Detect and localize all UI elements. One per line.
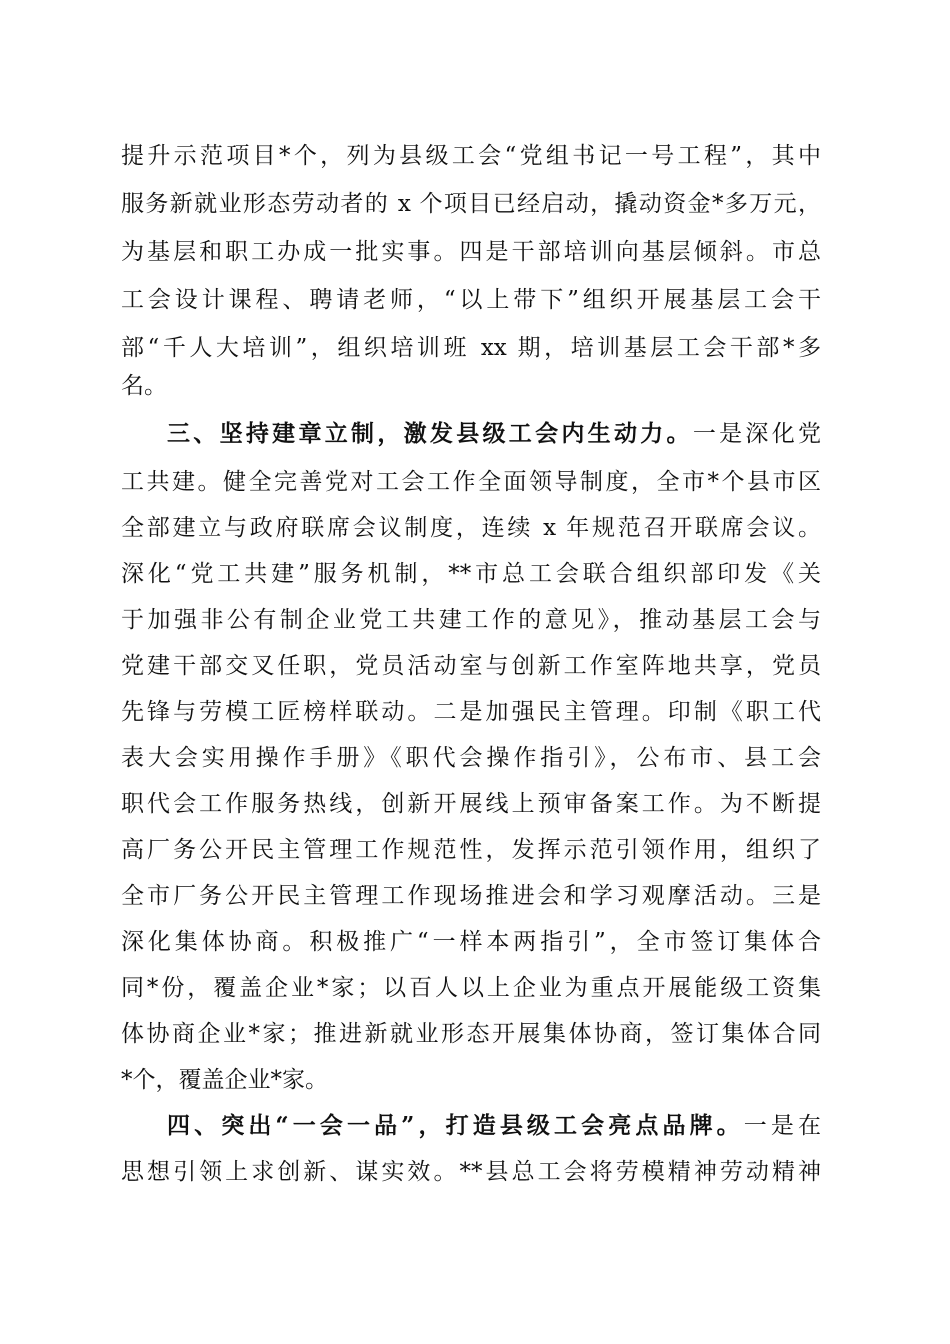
section-4-heading: 四、突出“一会一品”，打造县级工会亮点品牌。 <box>167 1112 744 1139</box>
paragraph-line: 职代会工作服务热线，创新开展线上预审备案工作。为不断提 <box>121 791 821 817</box>
paragraph-line: 服务新就业形态劳动者的 x 个项目已经启动，撬动资金*多万元， <box>121 191 821 217</box>
paragraph-line: 先锋与劳模工匠榜样联动。二是加强民主管理。印制《职工代 <box>121 699 821 725</box>
paragraph-line: 全部建立与政府联席会议制度，连续 x 年规范召开联席会议。 <box>121 515 821 541</box>
section-3-heading: 三、坚持建章立制，激发县级工会内生动力。 <box>167 420 693 447</box>
paragraph-line: 党建干部交叉任职，党员活动室与创新工作室阵地共享，党员 <box>121 653 821 679</box>
paragraph-line: 深化“党工共建”服务机制，**市总工会联合组织部印发《关 <box>121 561 821 587</box>
paragraph-line: 工会设计课程、聘请老师，“以上带下”组织开展基层工会干 <box>121 287 821 313</box>
paragraph-line: 体协商企业*家；推进新就业形态开展集体协商，签订集体合同 <box>121 1021 821 1047</box>
section-3-first-line <box>167 412 821 456</box>
paragraph-line: 为基层和职工办成一批实事。四是干部培训向基层倾斜。市总 <box>121 239 821 265</box>
paragraph-line: *个，覆盖企业*家。 <box>121 1067 328 1093</box>
paragraph-line: 部“千人大培训”，组织培训班 xx 期，培训基层工会干部*多 <box>121 335 821 361</box>
paragraph-line: 表大会实用操作手册》《职代会操作指引》，公布市、县工会 <box>121 745 821 771</box>
paragraph-line: 提升示范项目*个，列为县级工会“党组书记一号工程”，其中 <box>121 143 821 169</box>
paragraph-line: 全市厂务公开民主管理工作现场推进会和学习观摩活动。三是 <box>121 883 821 909</box>
paragraph-line: 思想引领上求创新、谋实效。**县总工会将劳模精神劳动精神 <box>121 1159 821 1185</box>
section-3-first-line-text: 一是深化党 <box>692 421 822 447</box>
paragraph-line: 名。 <box>121 373 167 399</box>
paragraph-line: 同*份，覆盖企业*家；以百人以上企业为重点开展能级工资集 <box>121 975 821 1001</box>
section-4-first-line-text: 一是在 <box>743 1113 821 1139</box>
paragraph-line: 于加强非公有制企业党工共建工作的意见》，推动基层工会与 <box>121 607 821 633</box>
section-4-first-line <box>167 1104 821 1148</box>
paragraph-line: 深化集体协商。积极推广“一样本两指引”，全市签订集体合 <box>121 929 821 955</box>
paragraph-line: 高厂务公开民主管理工作规范性，发挥示范引领作用，组织了 <box>121 837 821 863</box>
paragraph-line: 工共建。健全完善党对工会工作全面领导制度，全市*个县市区 <box>121 469 821 495</box>
